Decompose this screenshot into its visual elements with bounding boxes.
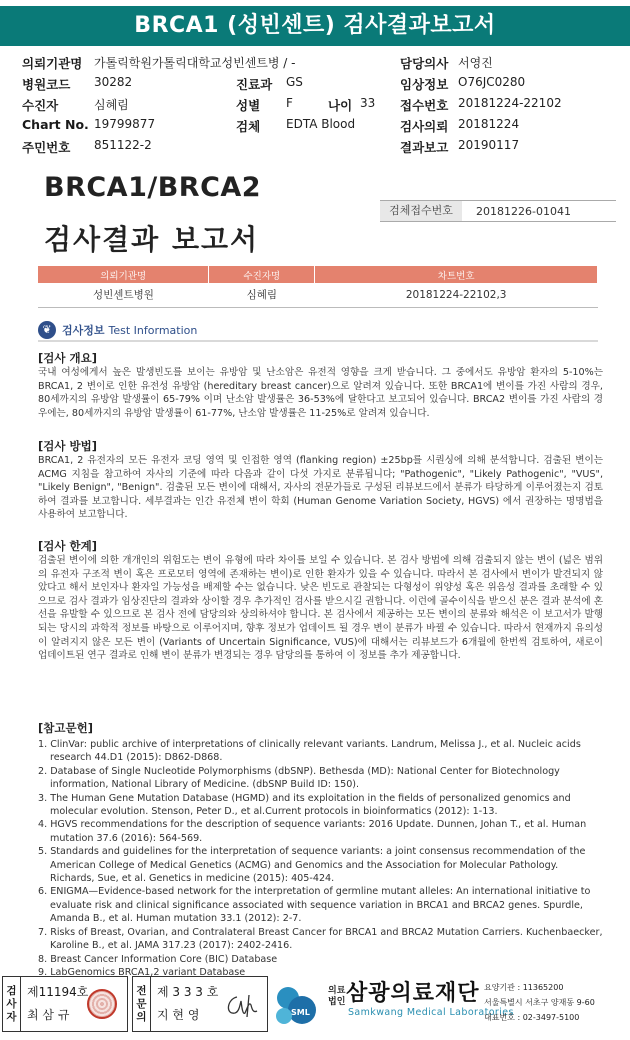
table-cell: 20181224-22102,3: [315, 283, 598, 307]
sex-label: 성별: [236, 98, 261, 113]
sml-logo-text: SML: [291, 1008, 310, 1017]
specialist-signature-box: [132, 976, 268, 1032]
table-header: 의뢰기관명: [38, 266, 209, 283]
specimen-value: EDTA Blood: [286, 117, 356, 131]
contact-line: 대표번호 : 02-3497-5100: [484, 1013, 580, 1022]
receipt-value: 20181224-22102: [458, 96, 562, 110]
specimen-receipt-label: 검체접수번호: [380, 201, 462, 221]
tester-name: 최 삼 규: [27, 1008, 70, 1022]
specialist-info: [151, 977, 267, 1031]
tester-license: 제11194호: [27, 985, 89, 999]
sex-value: F: [286, 96, 293, 110]
specimen-receipt-value: 20181226-01041: [476, 204, 571, 218]
request-date-value: 20181224: [458, 117, 520, 131]
limit-text: 검출된 변이에 의한 개개인의 위험도는 변이 유형에 따라 차이를 보일 수 있습니다. 본 검사 방법에 의해 검출되지 않는 변이 (넓은 범위의 유전자 구조적 변이 혹은 프로모터 영역에 존재하는 변이)로 인한 환자가 있을 수 있습니다. 따라서 본 검사에서 변이가 발견되지 않았다고 해서 보인자나 환자일 가능성을 배제할 수는 없습니다. 낮은 빈도로 관찰되는 다형성이 위양성 혹은 위음성 결과를 초래할 수 있으므로 검사 결과가 임상진단의 결과와 상이할 경우 추가적인 검사를 받으시길 권합니다. 이런에 골수이식을 받으신 분은 결과 분석에 혼선을 유발할 수 있으므로 본 검사 전에 담당의와 상의하셔야 합니다. 본 검사에서 제공하는 모든 변이의 분류와 해석은 이 보고서가 발행되는 당시의 과학적 정보를 바탕으로 이루어지며, 향후 정보가 업데이트 될 경우 변이 분류가 바뀔 수 있습니다. 따라서 현재까지 유의성이 알려지지 않은 모든 변이 (Variants of Uncertain Significance, VUS)에 대해서는 리뷰보드가 6개월에 한번씩 검토하여, 새로이 업데이트된 연구 결과로 인해 변이 분류가 변경되는 경우 담당의를 통하여 이 정보를 추가 제공합니다.: [38, 555, 603, 662]
test-info-title-en: Test Information: [108, 323, 198, 337]
overview-title: [검사 개요]: [38, 351, 97, 365]
vertical-char: 검: [6, 984, 17, 997]
org-name: 삼광의료재단: [346, 981, 480, 1006]
recipient-value: 심혜림: [94, 98, 129, 112]
patient-info-block: [22, 54, 622, 159]
doctor-value: 서영진: [458, 56, 493, 70]
reference-item: 3. The Human Gene Mutation Database (HGMD) and its exploitation in the fields of personalized genomics and molecular evolution. Stenson, Peter D., et al.Current protocols in bioinformatics (2012): 1-13.: [38, 792, 571, 818]
test-info-header: [38, 320, 598, 342]
clinical-label: 임상정보: [400, 77, 449, 92]
reference-item: 2. Database of Single Nucleotide Polymorphisms (dbSNP). Bethesda (MD): National Center for Biotechnology information, National Library of Medicine. (dbSNP Build ID: 150).: [38, 765, 560, 791]
reference-item: 8. Breast Cancer Information Core (BIC) Database: [38, 953, 278, 965]
tester-info: [21, 977, 127, 1031]
request-date-label: 검사의뢰: [400, 119, 449, 134]
references-list: [38, 738, 603, 979]
sml-logo-icon: [270, 980, 320, 1030]
age-value: 33: [360, 96, 376, 110]
recipient-label: 수진자: [22, 98, 59, 113]
test-info-title: 검사정보: [62, 324, 105, 337]
specimen-receipt-box: [380, 200, 616, 222]
org-type-line: 법인: [328, 997, 346, 1007]
reference-item: 7. Risks of Breast, Ovarian, and Contralateral Breast Cancer for BRCA1 and BRCA2 Mutation Carriers. Kuchenbaecker, Karoline B., et al. JAMA 317.23 (2017): 2402-2416.: [38, 926, 603, 952]
reference-item: 1. ClinVar: public archive of interpretations of clinically relevant variants. Landrum, Melissa J., et al. Nucleic acids research 44.D1 (2015): D862-D868.: [38, 739, 581, 764]
tester-vertical-label: [3, 977, 21, 1031]
reference-item: 6. ENIGMA—Evidence-based network for the interpretation of germline mutant alleles: An international initiative to evaluate risk and clinical significance associated with sequence variation in BRCA1 and BRCA2 genes. Spurdle, Amanda B., et al. Human mutation 33.1 (2012): 2-7.: [38, 886, 591, 925]
org-contact: [484, 980, 595, 1025]
specialist-license: 제 3 3 3 호: [157, 985, 219, 999]
org-name-en: Samkwang Medical Laboratories: [348, 1007, 514, 1018]
hospital-code-label: 병원코드: [22, 77, 71, 92]
institution-label: 의뢰기관명: [22, 56, 83, 71]
resident-no-label: 주민번호: [22, 140, 71, 155]
report-footer: [0, 974, 630, 1036]
report-date-value: 20190117: [458, 138, 520, 152]
department-label: 진료과: [236, 77, 273, 92]
ribbon-icon: ❦: [38, 321, 56, 339]
clinical-value: O76JC0280: [458, 75, 526, 89]
specialist-vertical-label: [133, 977, 151, 1031]
table-cell: 심혜림: [209, 283, 315, 307]
org-type-line: 의료: [328, 986, 346, 996]
table-row: [38, 283, 598, 307]
specialist-name: 지 현 영: [157, 1008, 200, 1022]
chart-no-value: 19799877: [94, 117, 156, 131]
seal-stamp-icon: [87, 989, 117, 1019]
resident-no-value: 851122-2: [94, 138, 152, 152]
handwritten-signature-icon: [223, 991, 261, 1021]
institution-table: [38, 266, 598, 308]
method-text: BRCA1, 2 유전자의 모든 유전자 코딩 영역 및 인접한 영역 (flanking region) ±25bp를 시퀀싱에 의해 분석합니다. 검출된 변이는 ACMG 지침을 참고하여 자사의 기준에 따라 다음과 같이 다섯 가지로 분류됩니다; "Pathogenic", "Likely Pathogenic", "VUS", "Likely Benign", "Benign". 검출된 모든 변이에 대해서, 자사의 전문가들로 구성된 리뷰보드에서 분류가 타당하게 이루어졌는지 검토하여 결과를 보고합니다. 세부결과는 인간 유전체 변이 학회 (Human Genome Variation Society, HGVS) 에서 권장하는 명명법을 사용하여 보고합니다.: [38, 455, 603, 521]
report-banner: BRCA1 (성빈센트) 검사결과보고서: [0, 6, 630, 46]
contact-line: 서울특별시 서초구 양재동 9-60: [484, 998, 595, 1007]
tester-signature-box: [2, 976, 128, 1032]
org-type: [328, 986, 345, 1008]
chart-no-label: Chart No.: [22, 117, 89, 132]
hospital-code-value: 30282: [94, 75, 133, 89]
table-cell: 성빈센트병원: [38, 283, 209, 307]
institution-value: 가톨릭학원가톨릭대학교성빈센트병 / -: [94, 56, 296, 70]
table-header: 수진자명: [209, 266, 315, 283]
department-value: GS: [286, 75, 303, 89]
references-title: [참고문헌]: [38, 721, 93, 735]
vertical-char: 사: [6, 997, 17, 1010]
doctor-label: 담당의사: [400, 56, 449, 71]
limit-title: [검사 한계]: [38, 539, 97, 553]
doc-title-gene: BRCA1/BRCA2: [44, 172, 262, 203]
table-header: 차트번호: [315, 266, 598, 283]
reference-item: 4. HGVS recommendations for the description of sequence variants: 2016 Update. Dunnen, Johan T., et al. Human mutation 37.6 (2016): 564-569.: [38, 819, 587, 844]
reference-item: 5. Standards and guidelines for the interpretation of sequence variants: a joint consensus recommendation of the American College of Medical Genetics (ACMG) and Genomics and the Association for Molecular Pathology. Richards, Sue, et al. Genetics in medicine (2015): 405-424.: [38, 846, 586, 885]
specimen-label: 검체: [236, 119, 261, 134]
vertical-char: 전: [136, 984, 147, 997]
vertical-char: 자: [6, 1010, 17, 1023]
vertical-char: 문: [136, 997, 147, 1010]
reference-item: 9. LabGenomics BRCA1,2 variant Database: [38, 966, 246, 978]
vertical-char: 의: [136, 1010, 147, 1023]
age-label: 나이: [328, 98, 353, 113]
report-date-label: 결과보고: [400, 140, 449, 155]
receipt-label: 접수번호: [400, 98, 449, 113]
method-title: [검사 방법]: [38, 439, 97, 453]
overview-text: 국내 여성에게서 높은 발생빈도를 보이는 유방암 및 난소암은 유전적 영향을 크게 받습니다. 그 중에서도 유방암 환자의 5-10%는 BRCA1, 2 변이로 인한 유전성 유방암 (hereditary breast cancer)으로 알려져 있습니다. 또한 BRCA1에 변이를 가진 사람의 경우, 80세까지의 유방암 발생률이 65-79% 이며 난소암 발생률은 36-53%에 달한다고 보고되어 있습니다. BRCA2 변이를 가진 사람의 경우에는, 80세까지의 유방암 발생률이 61-77%, 난소암 발생률은 11-25%로 알려져 있습니다.: [38, 367, 603, 419]
contact-line: 요양기관 : 11365200: [484, 983, 564, 992]
doc-title-report: 검사결과 보고서: [44, 223, 260, 256]
